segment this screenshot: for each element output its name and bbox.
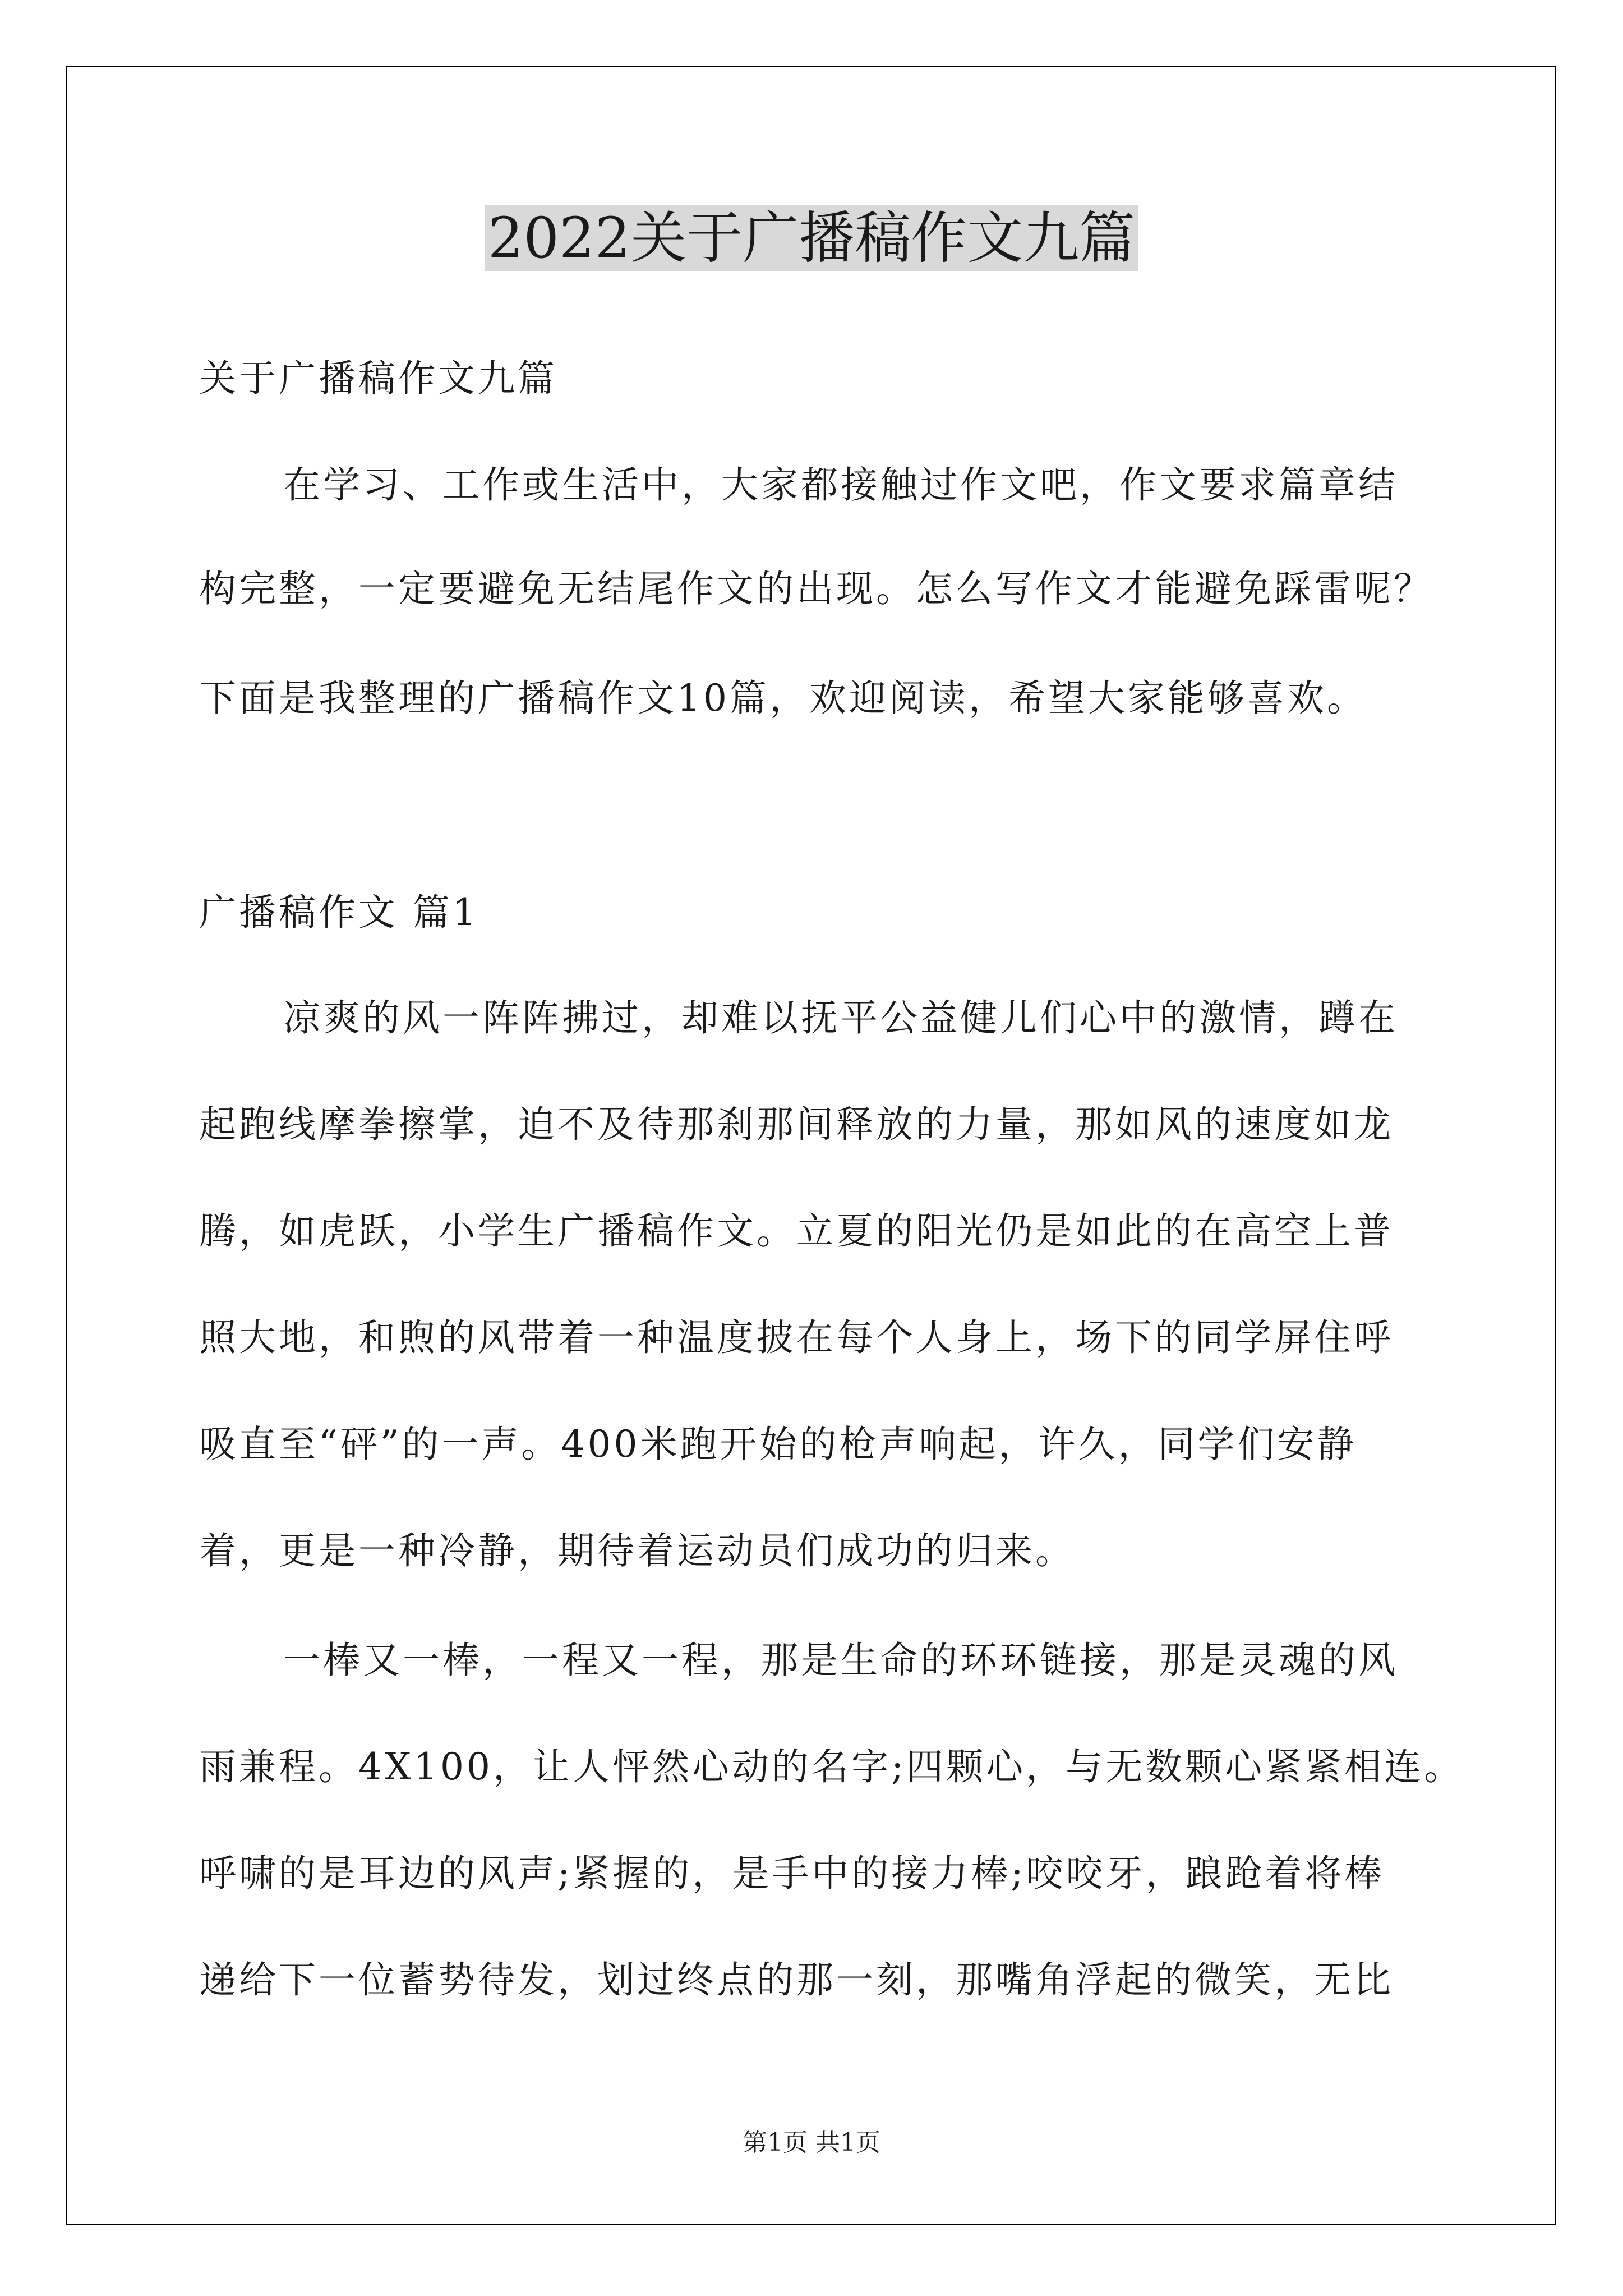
intro-line-3: 下面是我整理的广播稿作文10篇，欢迎阅读，希望大家能够喜欢。 [199, 677, 1367, 720]
intro-line-2: 构完整，一定要避免无结尾作文的出现。怎么写作文才能避免踩雷呢？ [199, 567, 1433, 610]
paragraph1-line-3: 腾，如虎跃，小学生广播稿作文。立夏的阳光仍是如此的在高空上普 [199, 1209, 1394, 1253]
paragraph2-line-4: 递给下一位蓄势待发，划过终点的那一刻，那嘴角浮起的微笑，无比 [199, 1958, 1394, 2001]
paragraph1-line-4: 照大地，和煦的风带着一种温度披在每个人身上，场下的同学屏住呼 [199, 1316, 1394, 1359]
document-title-text: 2022关于广播稿作文九篇 [485, 205, 1139, 271]
paragraph1-line-1: 凉爽的风一阵阵拂过，却难以抚平公益健儿们心中的激情，蹲在 [283, 996, 1398, 1039]
section-heading: 广播稿作文 篇1 [199, 891, 479, 934]
paragraph1-line-5: 吸直至“砰”的一声。400米跑开始的枪声响起，许久，同学们安静 [199, 1423, 1357, 1466]
paragraph1-line-2: 起跑线摩拳擦掌，迫不及待那刹那间释放的力量，那如风的速度如龙 [199, 1103, 1394, 1146]
document-subtitle: 关于广播稿作文九篇 [199, 357, 557, 400]
document-title [0, 199, 1623, 278]
paragraph2-line-2: 雨兼程。4X100，让人怦然心动的名字;四颗心，与无数颗心紧紧相连。 [199, 1745, 1464, 1788]
paragraph2-line-3: 呼啸的是耳边的风声;紧握的，是手中的接力棒;咬咬牙，踉跄着将棒 [199, 1852, 1385, 1895]
page-footer: 第1页 共1页 [743, 2128, 880, 2157]
paragraph1-line-6: 着，更是一种冷静，期待着运动员们成功的归来。 [199, 1529, 1075, 1572]
paragraph2-line-1: 一棒又一棒，一程又一程，那是生命的环环链接，那是灵魂的风 [283, 1639, 1398, 1682]
intro-line-1: 在学习、工作或生活中，大家都接触过作文吧，作文要求篇章结 [283, 463, 1398, 507]
